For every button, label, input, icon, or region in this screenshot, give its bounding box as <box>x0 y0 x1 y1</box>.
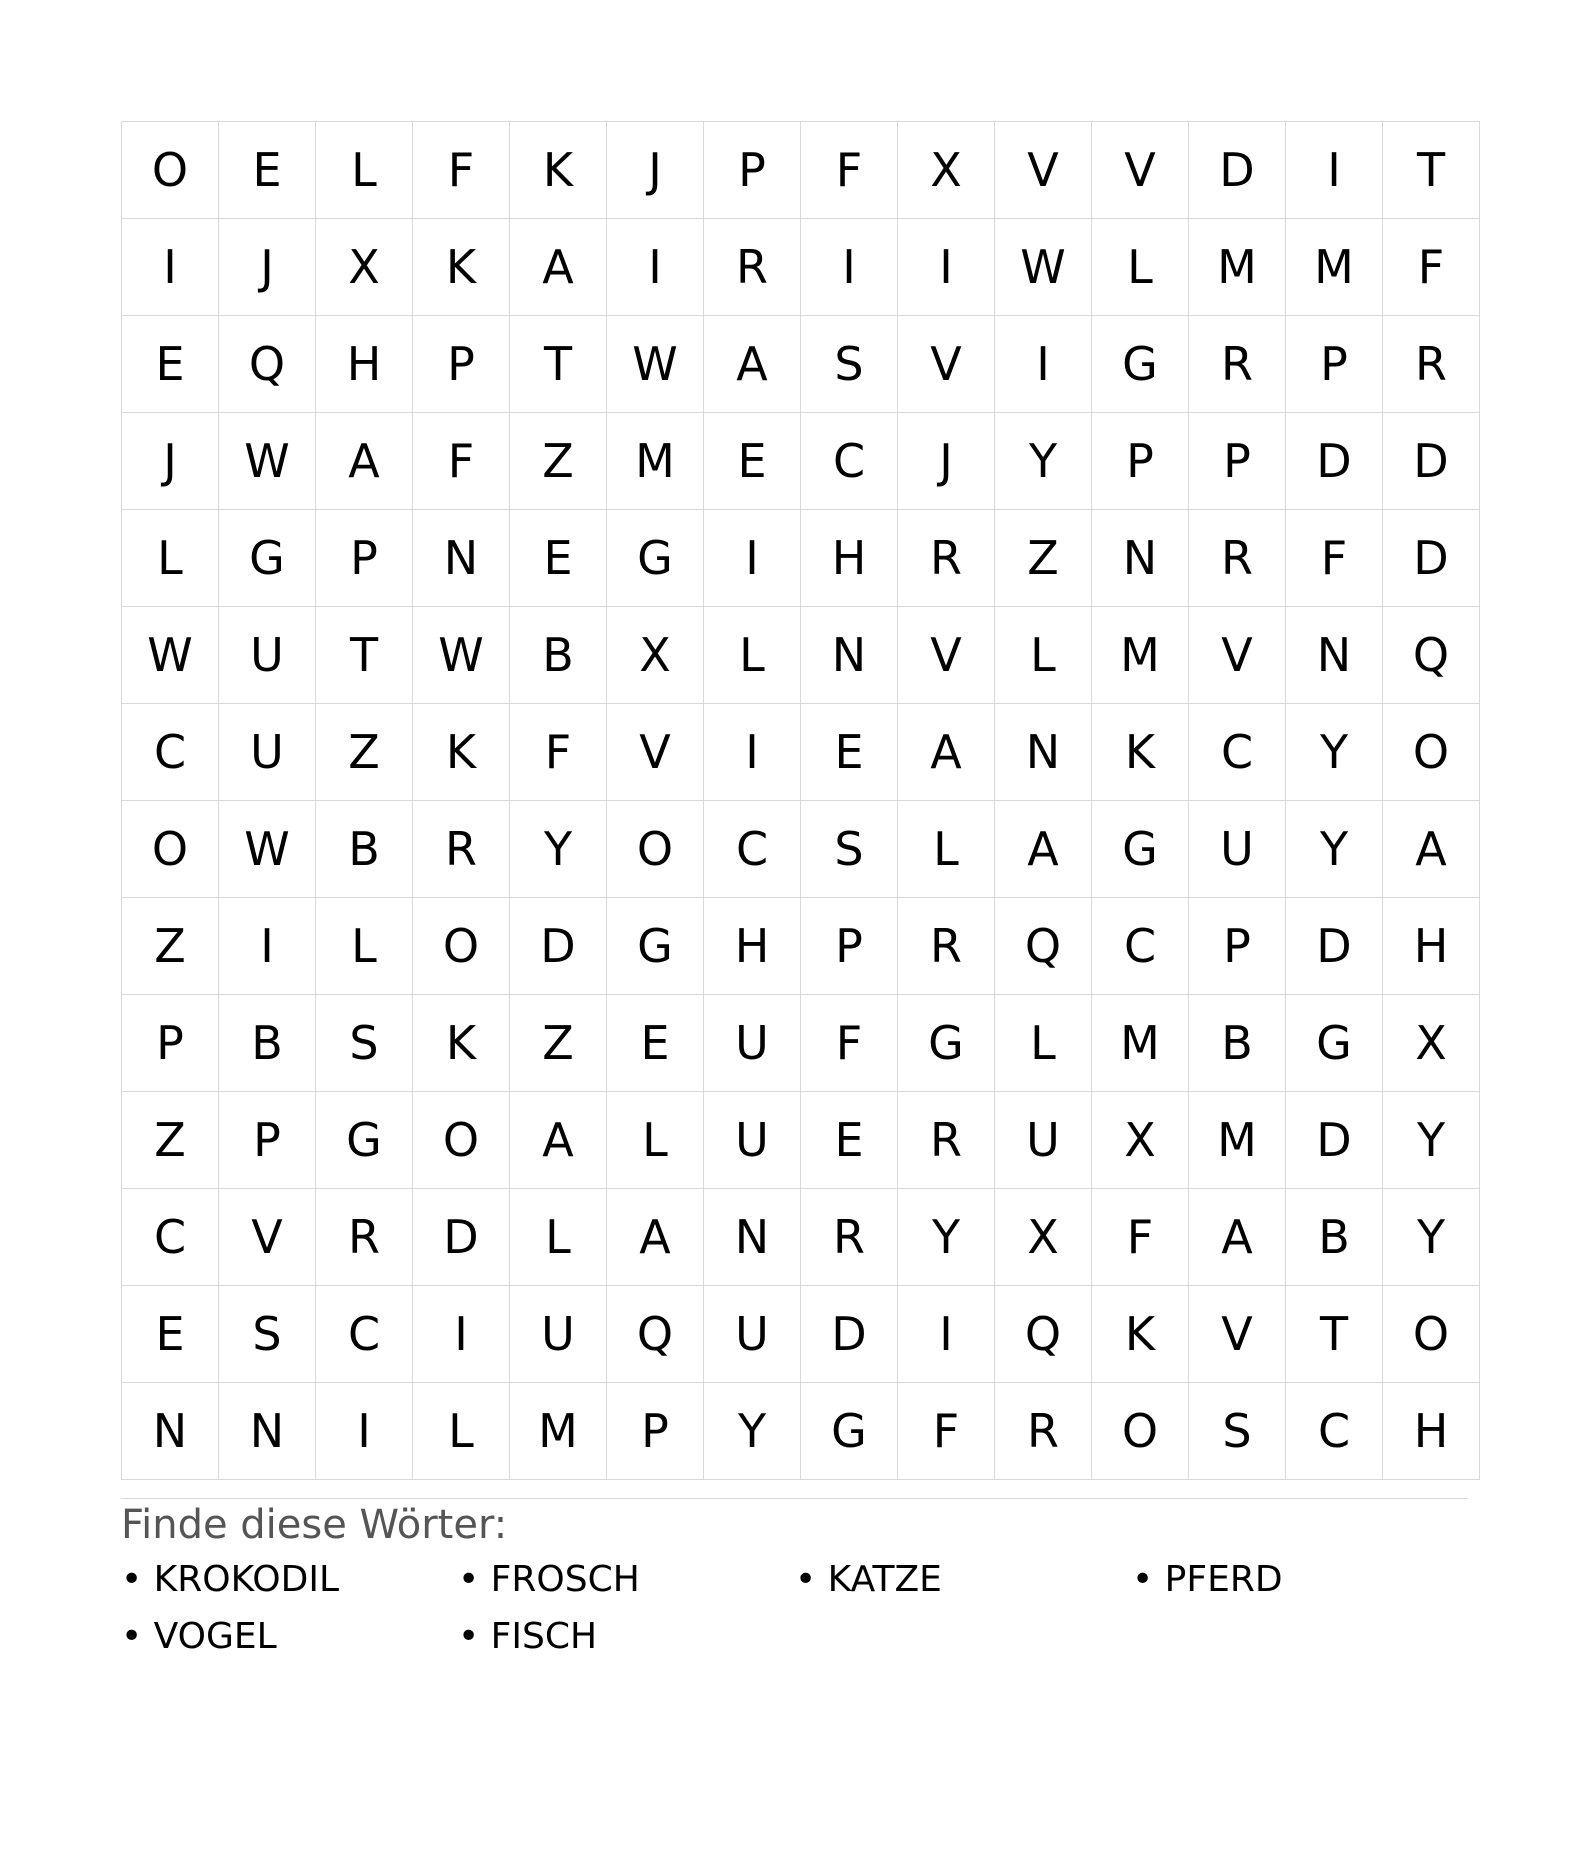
grid-cell[interactable]: P <box>1189 898 1286 995</box>
grid-row <box>122 1383 1480 1480</box>
grid-cell[interactable]: V <box>219 1189 316 1286</box>
grid-cell[interactable]: L <box>316 122 413 219</box>
grid-cell[interactable]: X <box>1092 1092 1189 1189</box>
grid-cell[interactable]: V <box>898 316 995 413</box>
grid-cell[interactable]: V <box>607 704 704 801</box>
divider <box>121 1498 1468 1499</box>
grid-cell[interactable]: K <box>510 122 607 219</box>
grid-cell[interactable]: H <box>801 510 898 607</box>
grid-row <box>122 316 1480 413</box>
grid-cell[interactable]: E <box>510 510 607 607</box>
grid-cell[interactable]: A <box>316 413 413 510</box>
grid-cell[interactable]: R <box>801 1189 898 1286</box>
grid-cell[interactable]: Z <box>316 704 413 801</box>
grid-cell[interactable]: F <box>801 995 898 1092</box>
grid-cell[interactable]: W <box>413 607 510 704</box>
grid-cell[interactable]: R <box>1189 510 1286 607</box>
grid-cell[interactable]: D <box>1383 413 1480 510</box>
grid-cell[interactable]: T <box>1383 122 1480 219</box>
grid-cell[interactable]: K <box>1092 1286 1189 1383</box>
grid-cell[interactable]: O <box>413 1092 510 1189</box>
grid-cell[interactable]: R <box>898 1092 995 1189</box>
grid-cell[interactable]: X <box>1383 995 1480 1092</box>
grid-cell[interactable]: Z <box>510 995 607 1092</box>
grid-cell[interactable]: D <box>413 1189 510 1286</box>
grid-cell[interactable]: C <box>704 801 801 898</box>
grid-cell[interactable]: U <box>704 995 801 1092</box>
word-item: • VOGEL <box>121 1616 277 1657</box>
grid-cell[interactable]: V <box>995 122 1092 219</box>
grid-row <box>122 219 1480 316</box>
grid-cell[interactable]: R <box>898 510 995 607</box>
grid-cell[interactable]: L <box>316 898 413 995</box>
grid-cell[interactable]: L <box>413 1383 510 1480</box>
grid-cell[interactable]: Q <box>995 898 1092 995</box>
grid-row <box>122 898 1480 995</box>
grid-cell[interactable]: Q <box>607 1286 704 1383</box>
grid-cell[interactable]: W <box>219 413 316 510</box>
grid-cell[interactable]: I <box>1286 122 1383 219</box>
grid-cell[interactable]: I <box>704 510 801 607</box>
grid-row <box>122 801 1480 898</box>
grid-cell[interactable]: I <box>122 219 219 316</box>
grid-cell[interactable]: X <box>316 219 413 316</box>
grid-cell[interactable]: M <box>1189 1092 1286 1189</box>
grid-cell[interactable]: D <box>1286 1092 1383 1189</box>
grid-cell[interactable]: F <box>1286 510 1383 607</box>
grid-cell[interactable]: I <box>801 219 898 316</box>
grid-cell[interactable]: F <box>801 122 898 219</box>
grid-cell[interactable]: W <box>122 607 219 704</box>
grid-cell[interactable]: Y <box>1286 704 1383 801</box>
grid-cell[interactable]: N <box>1286 607 1383 704</box>
grid-cell[interactable]: Q <box>1383 607 1480 704</box>
grid-cell[interactable]: Y <box>1286 801 1383 898</box>
grid-cell[interactable]: S <box>801 316 898 413</box>
word-item: • FROSCH <box>458 1559 640 1600</box>
grid-cell[interactable]: M <box>1189 219 1286 316</box>
grid-cell[interactable]: U <box>704 1286 801 1383</box>
grid-cell[interactable]: O <box>607 801 704 898</box>
grid-cell[interactable]: Q <box>219 316 316 413</box>
grid-cell[interactable]: G <box>1092 316 1189 413</box>
grid-cell[interactable]: G <box>316 1092 413 1189</box>
grid-cell[interactable]: Y <box>510 801 607 898</box>
grid-cell[interactable]: A <box>898 704 995 801</box>
grid-cell[interactable]: L <box>898 801 995 898</box>
grid-cell[interactable]: P <box>413 316 510 413</box>
grid-cell[interactable]: X <box>898 122 995 219</box>
grid-cell[interactable]: L <box>704 607 801 704</box>
grid-row <box>122 607 1480 704</box>
grid-cell[interactable]: Y <box>1383 1092 1480 1189</box>
grid-cell[interactable]: P <box>704 122 801 219</box>
grid-cell[interactable]: O <box>413 898 510 995</box>
grid-row <box>122 122 1480 219</box>
grid-cell[interactable]: E <box>801 1092 898 1189</box>
grid-cell[interactable]: K <box>413 704 510 801</box>
grid-cell[interactable]: H <box>316 316 413 413</box>
grid-cell[interactable]: E <box>704 413 801 510</box>
grid-cell[interactable]: T <box>316 607 413 704</box>
grid-cell[interactable]: P <box>316 510 413 607</box>
grid-cell[interactable]: T <box>1286 1286 1383 1383</box>
grid-cell[interactable]: L <box>995 995 1092 1092</box>
grid-cell[interactable]: U <box>995 1092 1092 1189</box>
word-item: • PFERD <box>1132 1559 1283 1600</box>
grid-cell[interactable]: H <box>1383 898 1480 995</box>
grid-cell[interactable]: I <box>413 1286 510 1383</box>
grid-cell[interactable]: R <box>898 898 995 995</box>
grid-cell[interactable]: B <box>316 801 413 898</box>
grid-cell[interactable]: S <box>316 995 413 1092</box>
grid-cell[interactable]: V <box>1189 607 1286 704</box>
grid-cell[interactable]: L <box>607 1092 704 1189</box>
grid-cell[interactable]: K <box>413 219 510 316</box>
grid-cell[interactable]: U <box>510 1286 607 1383</box>
grid-cell[interactable]: P <box>1092 413 1189 510</box>
grid-cell[interactable]: W <box>995 219 1092 316</box>
grid-cell[interactable]: Z <box>122 898 219 995</box>
grid-cell[interactable]: E <box>122 316 219 413</box>
grid-cell[interactable]: N <box>413 510 510 607</box>
grid-cell[interactable]: N <box>995 704 1092 801</box>
grid-row <box>122 1286 1480 1383</box>
grid-cell[interactable]: J <box>219 219 316 316</box>
grid-cell[interactable]: G <box>801 1383 898 1480</box>
grid-cell[interactable]: M <box>607 413 704 510</box>
grid-cell[interactable]: H <box>704 898 801 995</box>
grid-cell[interactable]: B <box>1286 1189 1383 1286</box>
grid-cell[interactable]: R <box>316 1189 413 1286</box>
grid-cell[interactable]: A <box>1189 1189 1286 1286</box>
grid-cell[interactable]: D <box>510 898 607 995</box>
grid-cell[interactable]: D <box>1286 898 1383 995</box>
grid-cell[interactable]: G <box>607 898 704 995</box>
grid-cell[interactable]: X <box>995 1189 1092 1286</box>
grid-cell[interactable]: C <box>1189 704 1286 801</box>
grid-cell[interactable]: D <box>801 1286 898 1383</box>
grid-cell[interactable]: E <box>122 1286 219 1383</box>
grid-cell[interactable]: L <box>122 510 219 607</box>
grid-cell[interactable]: Y <box>1383 1189 1480 1286</box>
grid-cell[interactable]: M <box>1092 995 1189 1092</box>
grid-cell[interactable]: L <box>995 607 1092 704</box>
grid-cell[interactable]: P <box>1286 316 1383 413</box>
grid-cell[interactable]: V <box>1189 1286 1286 1383</box>
grid-cell[interactable]: F <box>898 1383 995 1480</box>
grid-cell[interactable]: D <box>1286 413 1383 510</box>
grid-row <box>122 1189 1480 1286</box>
grid-cell[interactable]: F <box>1092 1189 1189 1286</box>
grid-cell[interactable]: N <box>801 607 898 704</box>
grid-cell[interactable]: E <box>801 704 898 801</box>
grid-cell[interactable]: O <box>1383 704 1480 801</box>
grid-cell[interactable]: Y <box>704 1383 801 1480</box>
grid-cell[interactable]: B <box>219 995 316 1092</box>
grid-cell[interactable]: J <box>122 413 219 510</box>
grid-cell[interactable]: G <box>1286 995 1383 1092</box>
grid-cell[interactable]: Q <box>995 1286 1092 1383</box>
grid-cell[interactable]: I <box>898 1286 995 1383</box>
grid-cell[interactable]: F <box>1383 219 1480 316</box>
grid-cell[interactable]: F <box>510 704 607 801</box>
grid-row <box>122 413 1480 510</box>
grid-cell[interactable]: F <box>413 122 510 219</box>
grid-cell[interactable]: H <box>1383 1383 1480 1480</box>
grid-cell[interactable]: M <box>1286 219 1383 316</box>
grid-cell[interactable]: R <box>1189 316 1286 413</box>
grid-cell[interactable]: V <box>898 607 995 704</box>
grid-cell[interactable]: U <box>219 607 316 704</box>
grid-cell[interactable]: R <box>704 219 801 316</box>
grid-cell[interactable]: B <box>510 607 607 704</box>
grid-cell[interactable]: T <box>510 316 607 413</box>
grid-cell[interactable]: I <box>219 898 316 995</box>
grid-cell[interactable]: R <box>413 801 510 898</box>
grid-cell[interactable]: A <box>607 1189 704 1286</box>
grid-cell[interactable]: C <box>122 1189 219 1286</box>
grid-cell[interactable]: F <box>413 413 510 510</box>
grid-cell[interactable]: X <box>607 607 704 704</box>
grid-row <box>122 510 1480 607</box>
grid-cell[interactable]: I <box>704 704 801 801</box>
grid-cell[interactable]: K <box>1092 704 1189 801</box>
grid-cell[interactable]: A <box>1383 801 1480 898</box>
grid-cell[interactable]: S <box>801 801 898 898</box>
grid-cell[interactable]: E <box>219 122 316 219</box>
grid-cell[interactable]: V <box>1092 122 1189 219</box>
grid-cell[interactable]: B <box>1189 995 1286 1092</box>
grid-row <box>122 704 1480 801</box>
grid-cell[interactable]: U <box>219 704 316 801</box>
grid-cell[interactable]: Y <box>898 1189 995 1286</box>
grid-cell[interactable]: U <box>704 1092 801 1189</box>
grid-cell[interactable]: O <box>1092 1383 1189 1480</box>
grid-cell[interactable]: O <box>1383 1286 1480 1383</box>
grid-cell[interactable]: N <box>122 1383 219 1480</box>
word-item: • KROKODIL <box>121 1559 340 1600</box>
grid-cell[interactable]: N <box>1092 510 1189 607</box>
grid-cell[interactable]: I <box>995 316 1092 413</box>
grid-cell[interactable]: C <box>1092 898 1189 995</box>
grid-cell[interactable]: O <box>122 801 219 898</box>
grid-cell[interactable]: D <box>1383 510 1480 607</box>
grid-cell[interactable]: K <box>413 995 510 1092</box>
grid-cell[interactable]: G <box>607 510 704 607</box>
grid-cell[interactable]: G <box>1092 801 1189 898</box>
grid-cell[interactable]: C <box>801 413 898 510</box>
grid-cell[interactable]: Z <box>122 1092 219 1189</box>
letter-grid <box>121 121 1480 1480</box>
grid-row <box>122 1092 1480 1189</box>
grid-cell[interactable]: C <box>1286 1383 1383 1480</box>
grid-row <box>122 995 1480 1092</box>
grid-cell[interactable]: O <box>122 122 219 219</box>
grid-cell[interactable]: W <box>219 801 316 898</box>
grid-cell[interactable]: R <box>1383 316 1480 413</box>
word-list-title: Finde diese Wörter: <box>121 1502 508 1548</box>
grid-cell[interactable]: G <box>219 510 316 607</box>
grid-cell[interactable]: R <box>995 1383 1092 1480</box>
grid-cell[interactable]: M <box>1092 607 1189 704</box>
grid-cell[interactable]: U <box>1189 801 1286 898</box>
grid-cell[interactable]: I <box>316 1383 413 1480</box>
grid-cell[interactable]: Z <box>995 510 1092 607</box>
grid-cell[interactable]: S <box>219 1286 316 1383</box>
grid-cell[interactable]: A <box>704 316 801 413</box>
letter-grid-body <box>122 122 1480 1480</box>
word-list <box>121 1560 1468 1657</box>
grid-cell[interactable]: C <box>122 704 219 801</box>
grid-cell[interactable]: I <box>607 219 704 316</box>
grid-cell[interactable]: P <box>801 898 898 995</box>
grid-cell[interactable]: S <box>1189 1383 1286 1480</box>
grid-cell[interactable]: N <box>219 1383 316 1480</box>
word-item: • FISCH <box>458 1616 598 1657</box>
grid-cell[interactable]: A <box>995 801 1092 898</box>
grid-cell[interactable]: L <box>510 1189 607 1286</box>
grid-cell[interactable]: N <box>704 1189 801 1286</box>
grid-cell[interactable]: L <box>1092 219 1189 316</box>
grid-cell[interactable]: P <box>607 1383 704 1480</box>
grid-cell[interactable]: G <box>898 995 995 1092</box>
grid-cell[interactable]: M <box>510 1383 607 1480</box>
grid-cell[interactable]: D <box>1189 122 1286 219</box>
grid-cell[interactable]: A <box>510 1092 607 1189</box>
grid-cell[interactable]: J <box>898 413 995 510</box>
grid-cell[interactable]: I <box>898 219 995 316</box>
grid-cell[interactable]: E <box>607 995 704 1092</box>
grid-cell[interactable]: J <box>607 122 704 219</box>
grid-cell[interactable]: P <box>219 1092 316 1189</box>
grid-cell[interactable]: Y <box>995 413 1092 510</box>
grid-cell[interactable]: A <box>510 219 607 316</box>
grid-cell[interactable]: P <box>1189 413 1286 510</box>
grid-cell[interactable]: C <box>316 1286 413 1383</box>
grid-cell[interactable]: W <box>607 316 704 413</box>
grid-cell[interactable]: Z <box>510 413 607 510</box>
word-item: • KATZE <box>795 1559 942 1600</box>
grid-cell[interactable]: P <box>122 995 219 1092</box>
